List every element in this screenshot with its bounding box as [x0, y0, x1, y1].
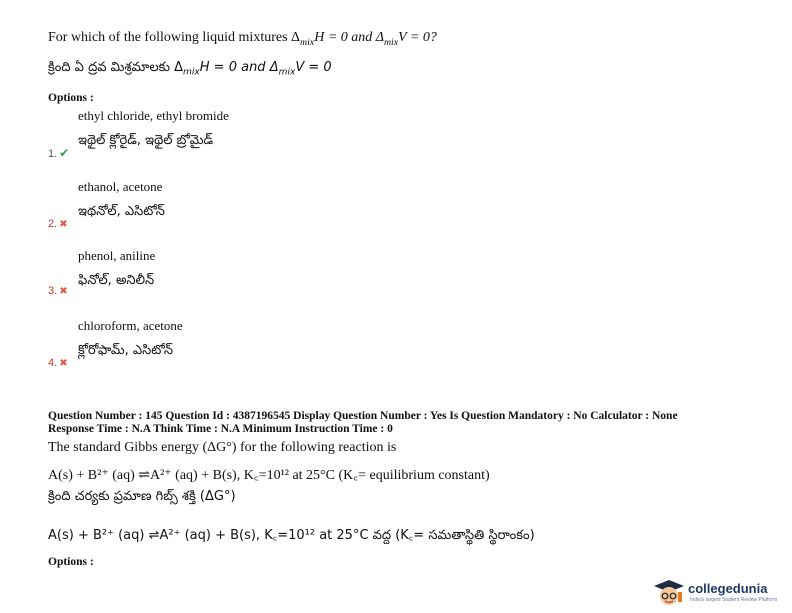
question-2-text-telugu: క్రింది చర్యకు ప్రమాణ గిబ్స్ శక్తి (ΔG°)	[48, 489, 236, 504]
question-meta-line-1: Question Number : 145 Question Id : 4387196545 Display Question Number : Yes Is Question Mandatory : No Calculator : None	[48, 410, 678, 422]
wrong-cross-icon: ✖	[59, 286, 68, 297]
option-1-english: ethyl chloride, ethyl bromide	[78, 108, 229, 123]
question-2-reaction-telugu: A(s) + B²⁺ (aq) ⇌A²⁺ (aq) + B(s), K꜀=10¹² at 25°C వద్ద (K꜀= సమతాస్థితి స్థిరాంకం)	[48, 528, 535, 543]
option-4-english: chloroform, acetone	[78, 318, 183, 333]
option-1-telugu: ఇథైల్ క్లోరైడ్, ఇథైల్ బ్రోమైడ్	[78, 133, 214, 148]
options-label: Options :	[48, 92, 94, 104]
option-4-number: 4. ✖	[48, 357, 68, 369]
correct-check-icon: ✔	[59, 146, 70, 160]
logo-name: collegedunia	[688, 581, 768, 596]
options-label-2: Options :	[48, 556, 94, 568]
option-2-telugu: ఇథనోల్, ఎసిటోన్	[78, 204, 165, 219]
question-2-text-english: The standard Gibbs energy (ΔG°) for the following reaction is	[48, 440, 397, 455]
option-1-number: 1. ✔	[48, 146, 70, 160]
option-4-telugu: క్లోరోఫామ్, ఎసిటోన్	[78, 343, 174, 358]
option-2-english: ethanol, acetone	[78, 179, 163, 194]
question-text-telugu: క్రింది ఏ ద్రవ మిశ్రమాలకు $\Delta_{mix}H = 0$ and $\Delta_{mix}V = 0$	[48, 60, 332, 78]
wrong-cross-icon: ✖	[59, 358, 68, 369]
option-3-number: 3. ✖	[48, 285, 68, 297]
option-3-telugu: ఫినోల్, అనిలీన్	[78, 273, 155, 288]
question-meta-line-2: Response Time : N.A Think Time : N.A Minimum Instruction Time : 0	[48, 423, 393, 435]
option-2-number: 2. ✖	[48, 218, 68, 230]
wrong-cross-icon: ✖	[59, 219, 68, 230]
question-2-reaction-english: A(s) + B²⁺ (aq) ⇌A²⁺ (aq) + B(s), K꜀=10¹² at 25°C (K꜀= equilibrium constant)	[48, 468, 490, 483]
mascot-icon	[652, 578, 686, 608]
option-3-english: phenol, aniline	[78, 248, 156, 263]
logo-tagline: India's largest Student Review Platform	[690, 597, 778, 603]
question-text-english: For which of the following liquid mixtures $\Delta_{mix}H = 0$ and $\Delta_{mix}V = 0$?	[48, 30, 437, 48]
